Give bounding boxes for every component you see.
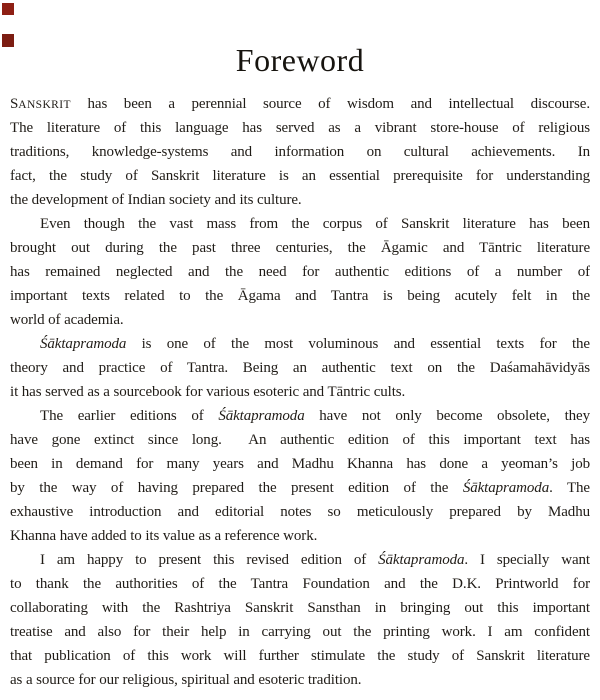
text-segment: has remained neglected and the need for authentic editions of a number of <box>10 264 590 280</box>
text-segment: traditions, knowledge-systems and information on cultural achievements. In <box>10 144 590 160</box>
text-line <box>10 380 590 404</box>
text-line <box>10 356 590 380</box>
text-segment: The literature of this language has served as a vibrant store-house of religious <box>10 120 590 136</box>
text-line <box>10 92 590 116</box>
text-segment: . The <box>549 480 590 496</box>
text-segment: the development of Indian society and its culture. <box>10 192 302 208</box>
text-segment: is one of the most voluminous and essential texts for the <box>126 336 590 352</box>
text-segment: ANSKRIT <box>18 99 71 111</box>
text-line <box>10 668 590 692</box>
text-line <box>10 308 590 332</box>
text-line <box>10 236 590 260</box>
text-segment: collaborating with the Rashtriya Sanskrit Sansthan in bringing out this important <box>10 600 590 616</box>
text-line <box>10 404 590 428</box>
text-line <box>10 476 590 500</box>
text-line <box>10 572 590 596</box>
text-segment: have gone extinct since long. An authentic edition of this important text has <box>10 432 590 448</box>
foreword-body <box>10 92 590 692</box>
text-line <box>10 164 590 188</box>
page-title: Foreword <box>235 42 365 78</box>
text-segment: important texts related to the Āgama and Tantra is being acutely felt in the <box>10 288 590 304</box>
text-line <box>10 284 590 308</box>
text-segment: theory and practice of Tantra. Being an authentic text on the Daśamahāvidyās <box>10 360 590 376</box>
text-line <box>10 596 590 620</box>
text-segment: Śāktapramoda <box>462 480 550 496</box>
text-line <box>10 332 590 356</box>
text-segment: it has served as a sourcebook for various esoteric and Tāntric cults. <box>10 384 406 400</box>
text-segment: have not only become obsolete, they <box>304 408 590 424</box>
scan-mark-top <box>2 3 14 15</box>
text-line <box>10 452 590 476</box>
text-line <box>10 428 590 452</box>
text-line <box>10 260 590 284</box>
text-segment: Khanna have added to its value as a reference work. <box>10 528 318 544</box>
text-line <box>10 212 590 236</box>
text-line <box>10 116 590 140</box>
text-segment: Even though the vast mass from the corpus of Sanskrit literature has been <box>40 216 590 232</box>
text-line <box>10 188 590 212</box>
text-segment: brought out during the past three centuries, the Āgamic and Tāntric literature <box>10 240 590 256</box>
text-line <box>10 524 590 548</box>
text-segment: exhaustive introduction and editorial notes so meticulously prepared by Madhu <box>10 504 590 520</box>
text-segment: that publication of this work will further stimulate the study of Sanskrit literature <box>10 648 590 664</box>
text-line <box>10 140 590 164</box>
text-segment: by the way of having prepared the present edition of the <box>10 480 463 496</box>
text-segment: treatise and also for their help in carrying out the printing work. I am confident <box>10 624 590 640</box>
text-segment: world of academia. <box>10 312 124 328</box>
text-segment: been in demand for many years and Madhu Khanna has done a yeoman’s job <box>10 456 590 472</box>
text-segment: I am happy to present this revised edition of <box>40 552 379 568</box>
text-line <box>10 500 590 524</box>
text-line <box>10 644 590 668</box>
text-segment: . I specially want <box>464 552 590 568</box>
text-line <box>10 548 590 572</box>
text-line <box>10 620 590 644</box>
text-segment: to thank the authorities of the Tantra Foundation and the D.K. Printworld for <box>10 576 590 592</box>
text-segment: Śāktapramoda <box>40 336 127 352</box>
text-segment: S <box>10 96 19 112</box>
text-segment: The earlier editions of <box>40 408 219 424</box>
text-segment: fact, the study of Sanskrit literature is an essential prerequisite for understanding <box>10 168 590 184</box>
text-segment: Śāktapramoda <box>218 408 305 424</box>
text-segment: as a source for our religious, spiritual and esoteric tradition. <box>10 672 362 688</box>
text-segment: has been a perennial source of wisdom and intellectual discourse. <box>70 96 590 112</box>
text-segment: Śāktapramoda <box>378 552 465 568</box>
